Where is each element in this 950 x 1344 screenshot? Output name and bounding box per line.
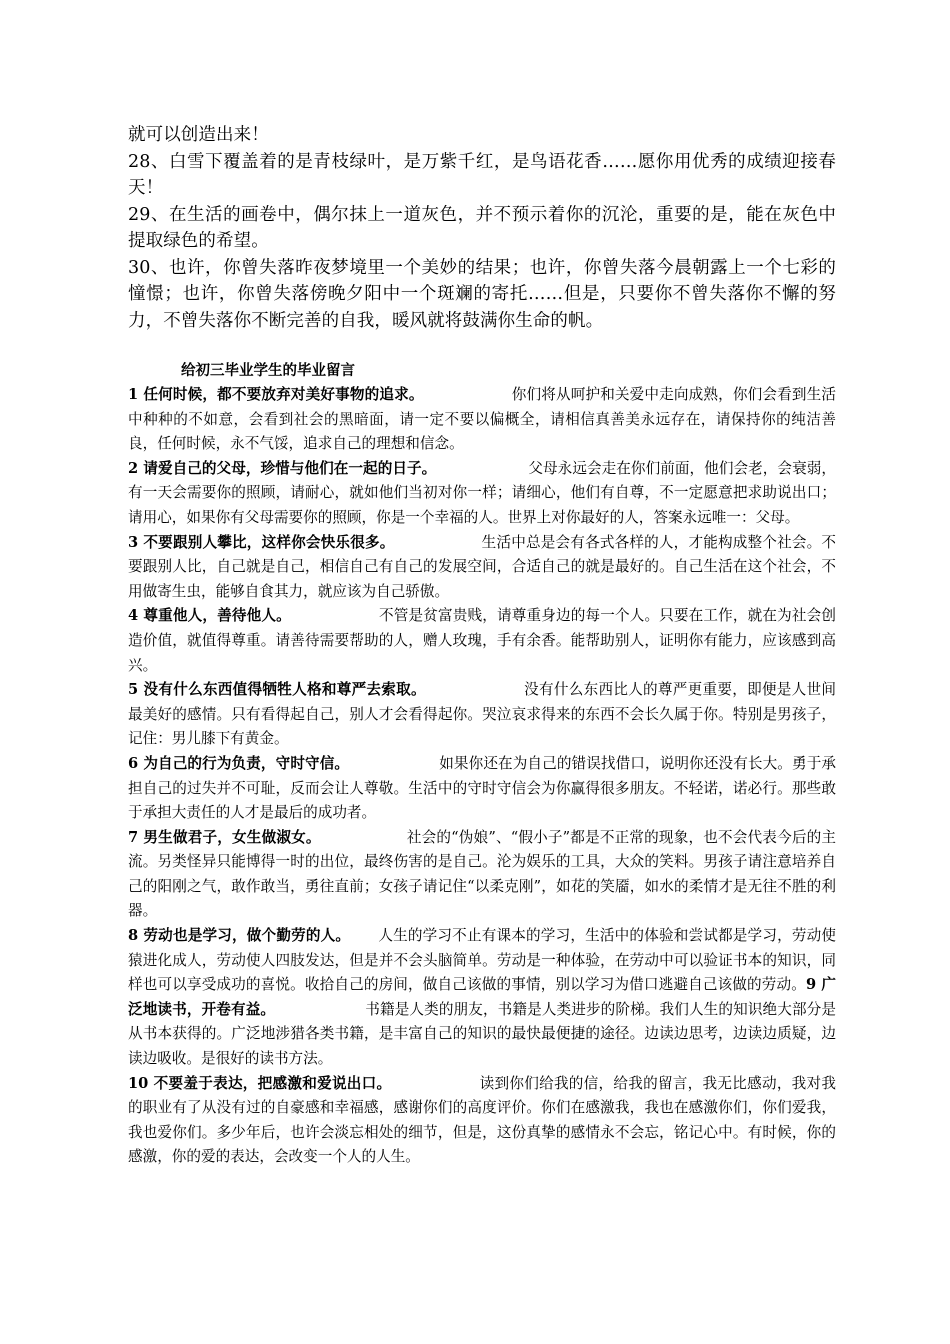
item-body: 读到你们给我的信，给我的留言，我无比感动，我对我的职业有了从没有过的自豪感和幸福感，感谢你们的高度评价。你们在感激我，我也在感激你们，你们爱我，我也爱你们。多少年后，也许会淡忘相处的细节，但是，这份真挚的感情永不会忘，铭记心中。有时候，你的感激，你的爱的表达，会改变一个人的人生。 bbox=[128, 1074, 836, 1166]
item-body: 社会的“伪娘”、“假小子”都是不正常的现象，也不会代表今后的主流。另类怪异只能博得一时的出位，最终伤害的是自己。沦为娱乐的工具，大众的笑料。男孩子请注意培养自己的阳刚之气，敢作敢当，勇往直前；女孩子请记住“以柔克刚”，如花的笑靥，如水的柔情才是无往不胜的利器。 bbox=[128, 828, 836, 920]
section-title: 给初三毕业学生的毕业留言 bbox=[181, 362, 355, 379]
paragraph-30: 30、也许，你曾失落昨夜梦境里一个美妙的结果；也许，你曾失落今晨朝露上一个七彩的憧憬；也许，你曾失落傍晚夕阳中一个斑斓的寄托……但是，只要你不曾失落你不懈的努力，不曾失落你不断完善的自我，暖风就将鼓满你生命的帆。 bbox=[128, 257, 836, 331]
list-item bbox=[128, 678, 836, 752]
item-heading: 7 男生做君子，女生做淑女。 bbox=[128, 828, 321, 846]
message-list bbox=[128, 383, 836, 1170]
item-body: 书籍是人类的朋友，书籍是人类进步的阶梯。我们人生的知识绝大部分是从书本获得的。广泛地涉猎各类书籍，是丰富自己的知识的最快最便捷的途径。边读边思考，边读边质疑，边读边吸收。是很好的读书方法。 bbox=[128, 1000, 836, 1068]
list-item bbox=[128, 752, 836, 826]
list-item bbox=[128, 531, 836, 605]
item-heading: 10 不要羞于表达，把感激和爱说出口。 bbox=[128, 1074, 392, 1092]
item-body: 人生的学习不止有课本的学习，生活中的体验和尝试都是学习，劳动使猿进化成人，劳动使人四肢发达，但是并不会头脑简单。劳动是一种体验，在劳动中可以验证书本的知识，同样也可以享受成功的喜悦。收拾自己的房间，做自己该做的事情，别以学习为借口逃避自己该做的劳动。 bbox=[128, 927, 836, 994]
paragraph-continuation: 就可以创造出来！ bbox=[128, 125, 269, 145]
item-heading: 3 不要跟别人攀比，这样你会快乐很多。 bbox=[128, 533, 395, 551]
paragraph-29: 29、在生活的画卷中，偶尔抹上一道灰色，并不预示着你的沉沦，重要的是，能在灰色中提取绿色的希望。 bbox=[128, 204, 836, 251]
item-body: 没有什么东西比人的尊严更重要，即便是人世间最美好的感情。只有看得起自己，别人才会看得起你。哭泣哀求得来的东西不会长久属于你。特别是男孩子，记住：男儿膝下有黄金。 bbox=[128, 681, 836, 748]
list-item bbox=[128, 826, 836, 924]
item-body: 父母永远会走在你们前面，他们会老，会衰弱，有一天会需要你的照顾，请耐心，就如他们当初对你一样；请细心，他们有自尊，不一定愿意把求助说出口；请用心，如果你有父母需要你的照顾，你是一个幸福的人。世界上对你最好的人，答案永远唯一：父母。 bbox=[128, 459, 836, 526]
list-item bbox=[128, 383, 836, 457]
item-heading: 6 为自己的行为负责，守时守信。 bbox=[128, 754, 350, 772]
item-heading: 9 广泛地读书，开卷有益。 bbox=[128, 976, 836, 1018]
paragraph-28: 28、白雪下覆盖着的是青枝绿叶，是万紫千红，是鸟语花香……愿你用优秀的成绩迎接春天！ bbox=[128, 151, 836, 198]
document-page bbox=[128, 122, 836, 1170]
item-body: 生活中总是会有各式各样的人，才能构成整个社会。不要跟别人比，自己就是自己，相信自己有自己的发展空间，合适自己的就是最好的。自己生活在这个社会，不用做寄生虫，能够自食其力，就应该为自己骄傲。 bbox=[128, 533, 836, 600]
item-body: 你们将从呵护和关爱中走向成熟，你们会看到生活中种种的不如意，会看到社会的黑暗面，请一定不要以偏概全，请相信真善美永远存在，请保持你的纯洁善良，任何时候，永不气馁，追求自己的理想和信念。 bbox=[128, 386, 836, 453]
item-heading: 8 劳动也是学习，做个勤劳的人。 bbox=[128, 927, 351, 945]
top-paragraphs bbox=[128, 122, 836, 334]
list-item bbox=[128, 457, 836, 531]
item-heading: 5 没有什么东西值得牺牲人格和尊严去索取。 bbox=[128, 681, 426, 699]
item-heading: 4 尊重他人，善待他人。 bbox=[128, 607, 291, 625]
item-heading: 2 请爱自己的父母，珍惜与他们在一起的日子。 bbox=[128, 459, 437, 477]
list-item bbox=[128, 924, 836, 1072]
item-body: 如果你还在为自己的错误找借口，说明你还没有长大。勇于承担自己的过失并不可耻，反而会让人尊敬。生活中的守时守信会为你赢得很多朋友。不轻诺，诺必行。那些敢于承担大责任的人才是最后的成功者。 bbox=[128, 754, 836, 822]
list-item bbox=[128, 604, 836, 678]
item-body: 不管是贫富贵贱，请尊重身边的每一个人。只要在工作，就在为社会创造价值，就值得尊重。请善待需要帮助的人，赠人玫瑰，手有余香。能帮助别人，证明你有能力，应该感到高兴。 bbox=[128, 607, 836, 674]
list-item bbox=[128, 1072, 836, 1170]
item-heading: 1 任何时候，都不要放弃对美好事物的追求。 bbox=[128, 386, 424, 403]
